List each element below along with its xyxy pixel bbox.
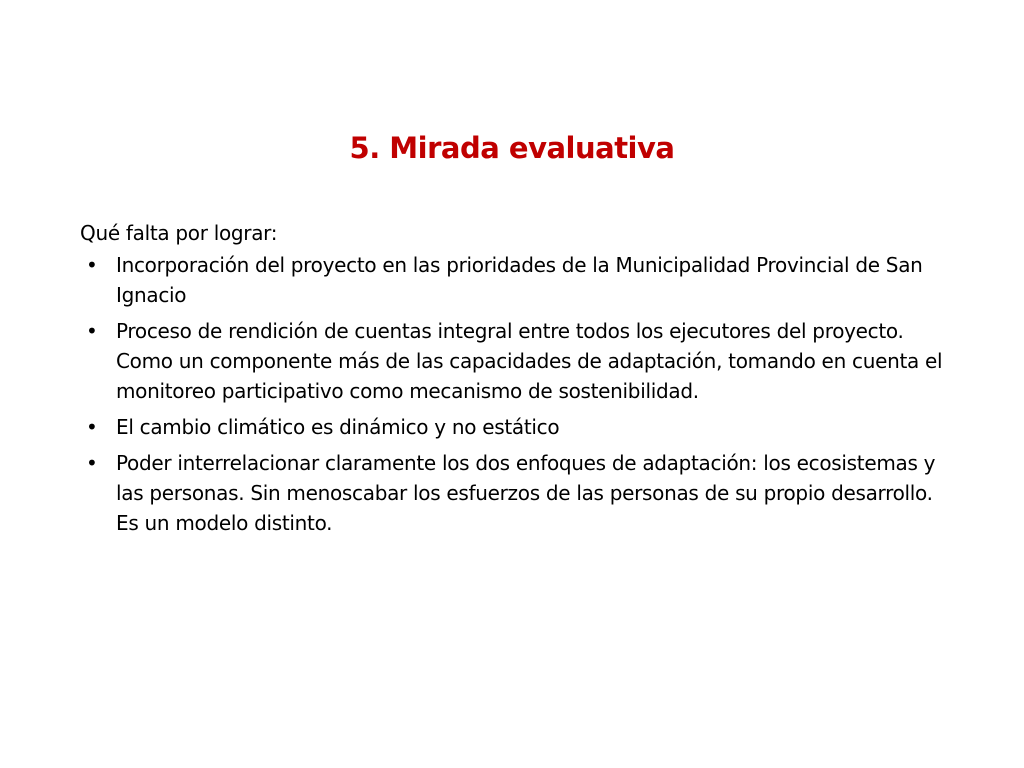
bullet-item <box>80 250 950 310</box>
bullet-item <box>80 448 950 538</box>
bullet-list <box>80 250 950 538</box>
bullet-item <box>80 316 950 406</box>
intro-text: Qué falta por lograr: <box>80 221 278 245</box>
bullet-icon: • <box>86 319 98 343</box>
bullet-text: El cambio climático es dinámico y no estático <box>116 415 560 439</box>
bullet-icon: • <box>86 415 98 439</box>
bullet-icon: • <box>86 451 98 475</box>
slide-body <box>80 218 950 544</box>
bullet-text: Poder interrelacionar claramente los dos enfoques de adaptación: los ecosistemas y las personas. Sin menoscabar los esfuerzos de las personas de su propio desarrollo. Es un modelo distinto. <box>116 451 936 535</box>
slide-title: 5. Mirada evaluativa <box>349 131 675 166</box>
bullet-item <box>80 412 950 442</box>
bullet-text: Incorporación del proyecto en las prioridades de la Municipalidad Provincial de San Ignacio <box>116 253 923 307</box>
bullet-icon: • <box>86 253 98 277</box>
bullet-text: Proceso de rendición de cuentas integral entre todos los ejecutores del proyecto. Como un componente más de las capacidades de adaptación, tomando en cuenta el monitoreo participativo como mecanismo de sostenibilidad. <box>116 319 943 403</box>
